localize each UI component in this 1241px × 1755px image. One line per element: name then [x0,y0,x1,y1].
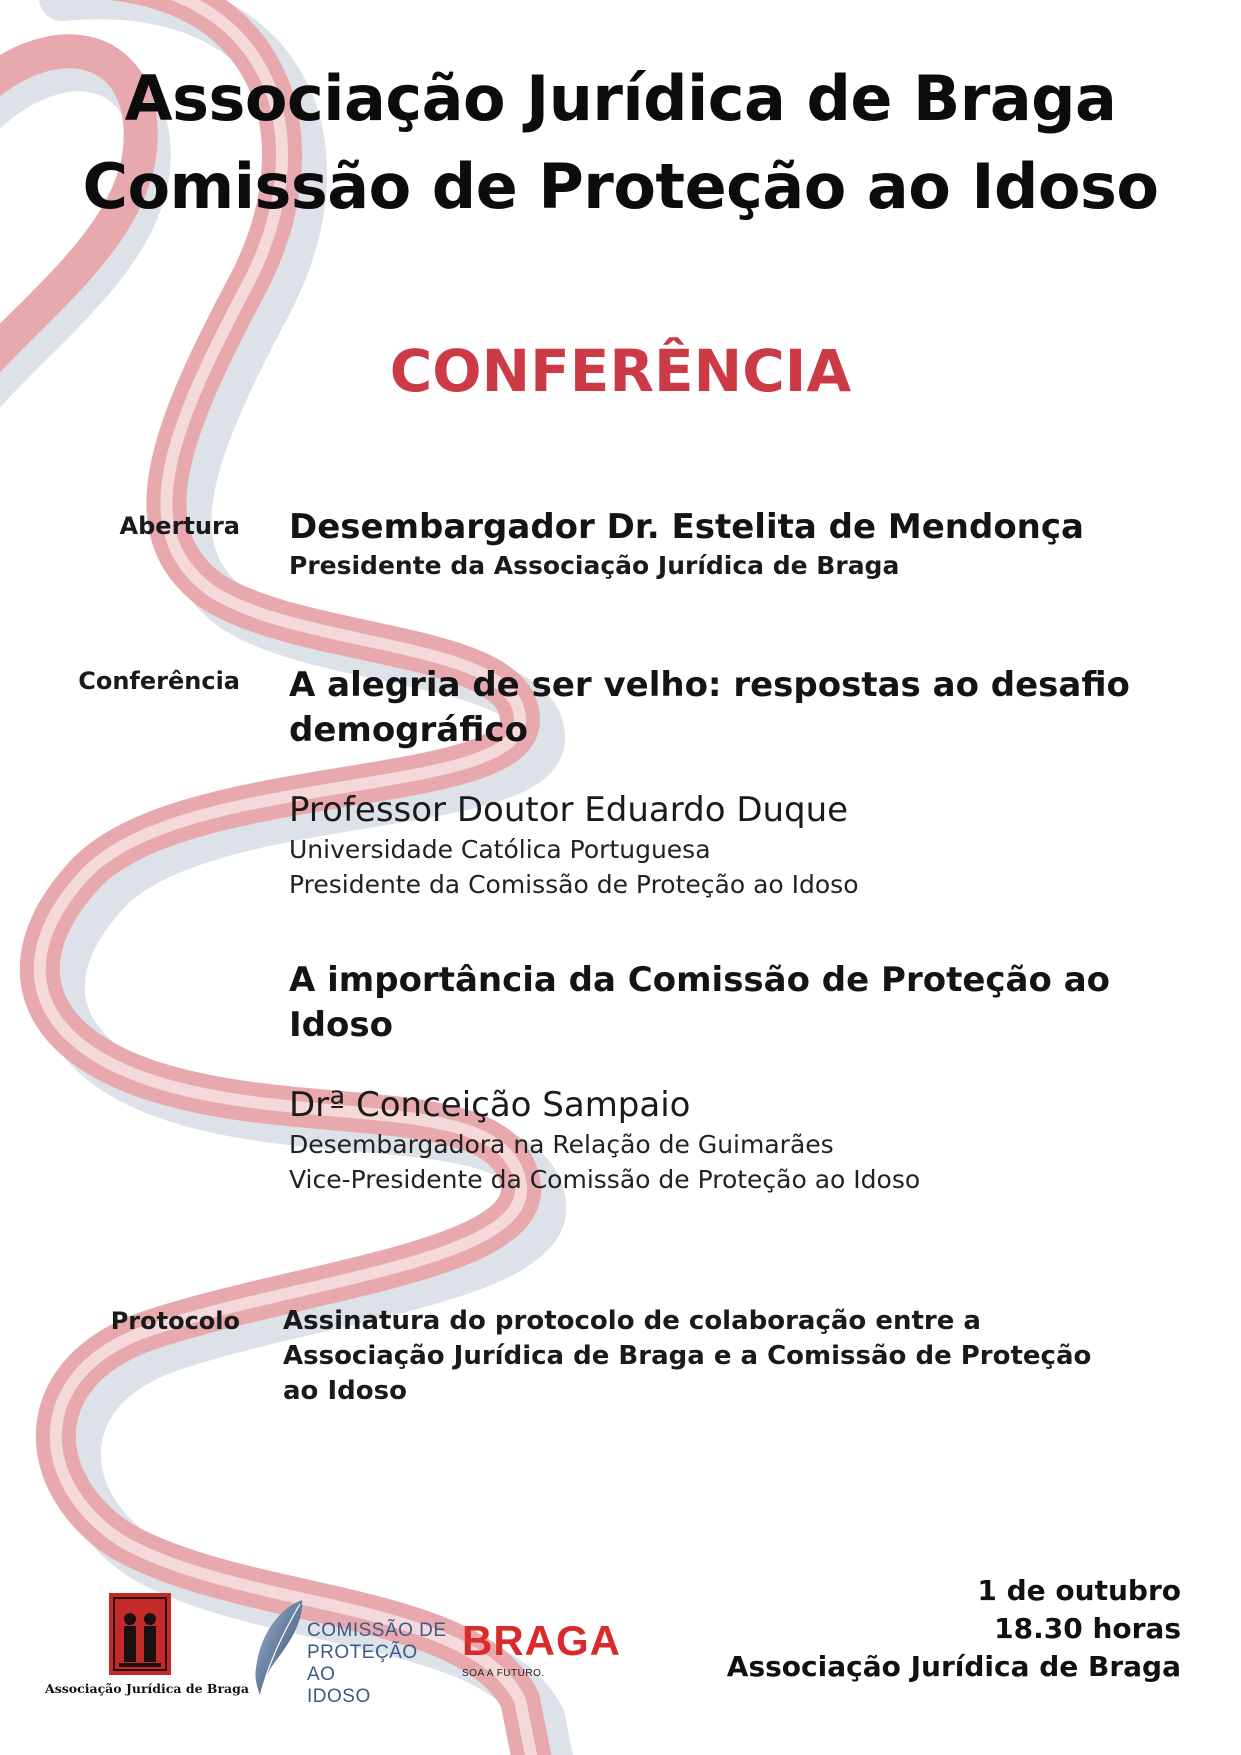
braga-logo [462,1617,632,1679]
talk1-speaker: Professor Doutor Eduardo Duque [289,790,849,830]
talk1-affiliation1: Universidade Católica Portuguesa [289,835,711,864]
cpi-logo [250,1598,450,1707]
talk1-title-line1: A alegria de ser velho: respostas ao desafio [289,665,1130,705]
header-title-line1: Associação Jurídica de Braga [124,62,1117,135]
opening-label: Abertura [119,512,240,540]
event-details [727,1572,1181,1686]
talk2-speaker: Drª Conceição Sampaio [289,1085,691,1125]
talk2-affiliation1: Desembargadora na Relação de Guimarães [289,1130,834,1159]
talk2-affiliation2: Vice-Presidente da Comissão de Proteção ao Idoso [289,1165,921,1194]
event-time: 18.30 horas [994,1612,1181,1645]
opening-block [289,505,1169,582]
talk1-block [289,663,1169,902]
event-type-heading: CONFERÊNCIA [389,337,852,405]
cpi-logo-line1: COMISSÃO DE [307,1620,447,1641]
protocol-block [283,1304,1163,1409]
event-date: 1 de outubro [977,1574,1181,1607]
protocol-label: Protocolo [110,1307,240,1335]
quill-feather-icon [250,1598,308,1698]
conference-label: Conferência [78,667,240,695]
talk1-affiliation2: Presidente da Comissão de Proteção ao Idoso [289,870,859,899]
talk1-title-line2: demográfico [289,710,528,750]
header-title-line2: Comissão de Proteção ao Idoso [82,150,1159,223]
ajb-emblem-icon [109,1593,171,1675]
protocol-line1: Assinatura do protocolo de colaboração entre a [283,1306,981,1336]
event-venue: Associação Jurídica de Braga [726,1650,1181,1683]
cpi-logo-line2: PROTEÇÃO AO [307,1642,418,1685]
talk2-block [289,958,1169,1197]
opening-speaker: Desembargador Dr. Estelita de Mendonça [289,507,1084,547]
protocol-line3: ao Idoso [283,1376,407,1406]
ajb-logo [45,1593,249,1696]
opening-role: Presidente da Associação Jurídica de Braga [289,551,900,580]
ajb-logo-caption: Associação Jurídica de Braga [45,1681,249,1696]
protocol-line2: Associação Jurídica de Braga e a Comissão de Proteção [283,1341,1092,1371]
braga-logo-word: BRAGA [462,1617,621,1664]
braga-logo-tagline: SOA A FUTURO. [462,1668,545,1679]
talk2-title-line2: Idoso [289,1005,393,1045]
cpi-logo-line3: IDOSO [307,1686,371,1707]
talk2-title-line1: A importância da Comissão de Proteção ao [289,960,1110,1000]
